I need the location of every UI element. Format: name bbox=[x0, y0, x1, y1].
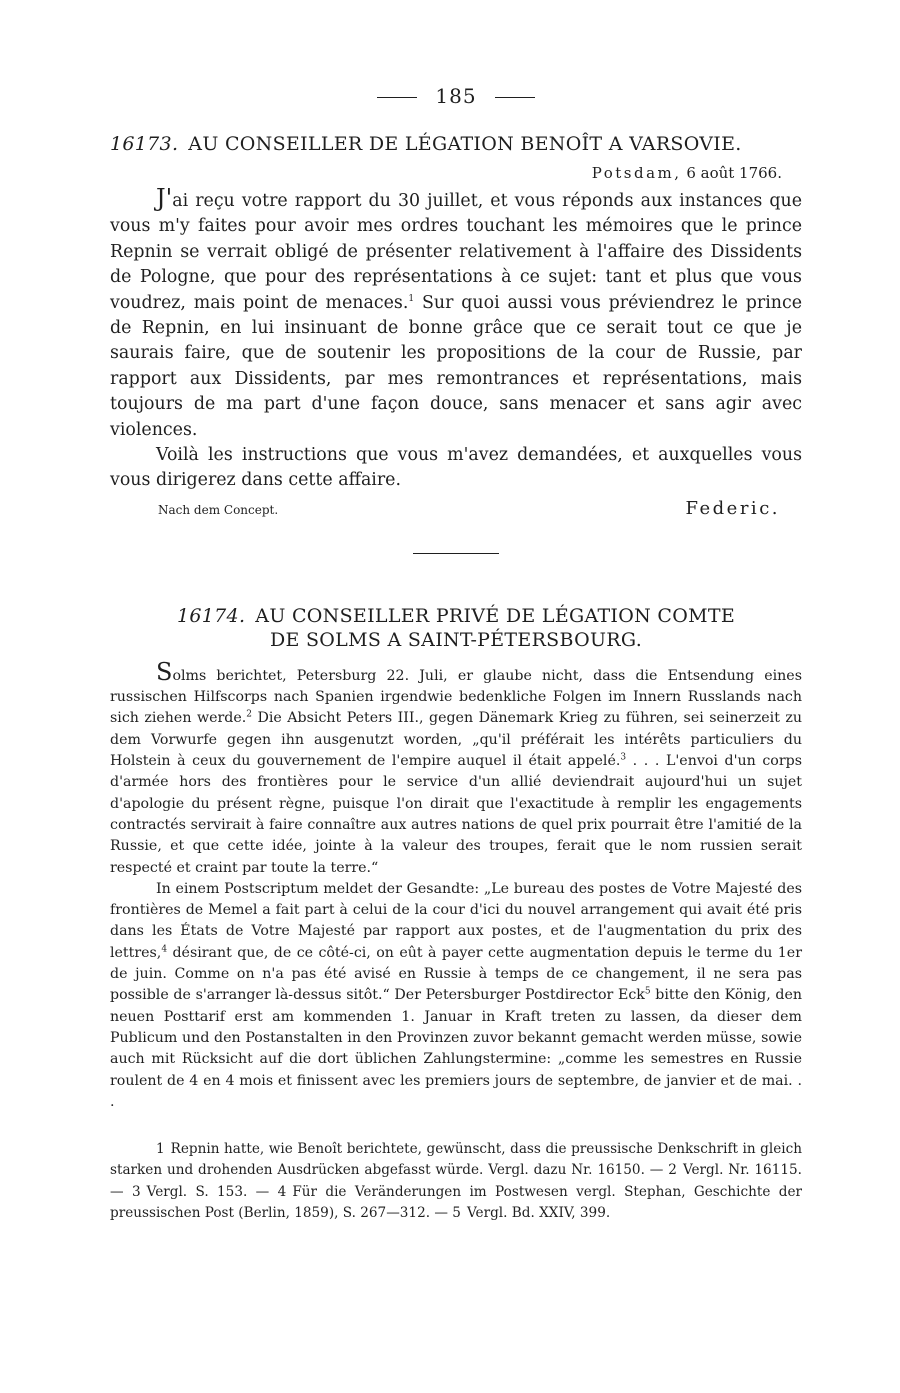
footnote-ref-5: 5 bbox=[644, 986, 651, 997]
letter-16174-summary-1 bbox=[110, 657, 803, 879]
letter-16173-heading bbox=[110, 132, 802, 156]
paragraph-text-a: ai reçu votre rapport du 30 juillet, et vous réponds aux instances que vous m'y faites pour avoir mes ordres touchant les mémoires que le prince Repnin se verrait obligé de présenter relativement à l'affaire des Dissidents de Pologne, que pour des représentations à ce sujet: tant et plus que vous voudrez, mais point de menaces. bbox=[110, 191, 802, 313]
initial-letter: S bbox=[156, 657, 173, 686]
letter-date: 6 août 1766. bbox=[686, 164, 782, 182]
signature: Federic. bbox=[685, 497, 780, 519]
summary-text-a: olms berichtet, Petersburg 22. Juli, er glaube nicht, dass die Entsendung eines russischen Hilfscorps nach Spanien irgendwie bedenkliche Folgen im Innern Russlands nach sich ziehen werde. bbox=[110, 667, 802, 727]
footnote-ref-4: 4 bbox=[161, 944, 168, 954]
letter-title-line-2: DE SOLMS A SAINT-PÉTERSBOURG. bbox=[269, 628, 643, 651]
footnotes bbox=[110, 1139, 802, 1224]
source-note: Nach dem Concept. bbox=[158, 502, 279, 517]
footnote-ref-1: 1 bbox=[408, 293, 415, 304]
section-divider bbox=[413, 553, 499, 554]
dash-right bbox=[495, 97, 535, 98]
footnote-marker-4: 4 bbox=[277, 1183, 287, 1200]
summary-text-c: bitte den König, den neuen Posttarif erst am kommenden 1. Januar in Kraft treten zu lassen, da dieser dem Publicum und den Postanstalten in den Provinzen zuvor bekannt gemacht werden müsse, sowie auch mit Rücksicht auf die dort üblichen Zahlungstermine: „comme les semestres en Russie roulent de 4 en 4 mois et finissent avec les premiers jours de septembre, de janvier et de mai. . . bbox=[110, 987, 802, 1110]
footnote-marker-1: 1 bbox=[156, 1141, 165, 1158]
footnote-3: Vergl. S. 153. — bbox=[146, 1183, 270, 1200]
summary-text-c: . . . L'envoi d'un corps d'armée hors des frontières pour le service d'un allié deviendrait aujourd'hui un sujet d'apologie du présent règne, puisque l'on dirait que l'exactitude à remplir les engagements contractés servirait à faire connaître aux autres nations de quel prix pourrait être l'amitié de la Russie, et que cette idée, jointe à la valeur des troupes, ferait que le nom russien serait respecté et craint par toute la terre.“ bbox=[110, 753, 802, 876]
footnote-1: Repnin hatte, wie Benoît berichtete, gewünscht, dass die preussische Denkschrift in gleich starken und drohenden Ausdrücken abgefasst würde. Vergl. dazu Nr. 16150. — bbox=[110, 1141, 802, 1179]
paragraph-text-b: Sur quoi aussi vous préviendrez le prince de Repnin, en lui insinuant de bonne grâce que ce serait tout ce que je saurais faire, que de soutenir les propositions de la cour de Russie, par rapport aux Dissidents, par mes remontrances et représentations, mais toujours de ma part d'une façon douce, sans menacer et sans agir avec violences. bbox=[110, 292, 803, 440]
letter-16173-paragraph-2: Voilà les instructions que vous m'avez demandées, et auxquelles vous vous dirigerez dans cette affaire. bbox=[110, 445, 802, 491]
letter-number: 16173. bbox=[110, 133, 179, 155]
dash-left bbox=[377, 97, 417, 98]
summary-text-b: désirant que, de ce côté-ci, on eût à payer cette augmentation depuis le terme du 1er de juin. Comme on n'a pas été avisé en Russie à temps de ce changement, il ne sera pas possible de s'arranger là-dessus sitôt.“ Der Petersburger Postdirector Eck bbox=[110, 944, 802, 1004]
footnote-ref-2: 2 bbox=[246, 709, 253, 720]
summary-text-b: Die Absicht Peters III., gegen Dänemark Krieg zu führen, sei seinerzeit zu dem Vorwurfe gegen ihn ausgenutzt worden, „qu'il préférait les intérêts particuliers du Holstein à ceux du gouvernement de l'empire auquel il était appelé. bbox=[110, 710, 803, 770]
summary-text-a: In einem Postscriptum meldet der Gesandte: „Le bureau des postes de Votre Majesté des frontières de Memel a fait part à celui de la cour d'ici du nouvel arrangement qui avait été pris dans les États de Votre Majesté par rapport aux postes, et de l'augmentation du prix des lettres, bbox=[110, 880, 802, 961]
footnote-5: Vergl. Bd. XXIV, 399. bbox=[466, 1205, 611, 1221]
letter-16174-summary-2 bbox=[110, 879, 802, 1113]
initial-letter: J' bbox=[156, 184, 173, 212]
letter-title: AU CONSEILLER DE LÉGATION BENOÎT A VARSOVIE. bbox=[188, 133, 742, 155]
letter-16174-heading bbox=[110, 604, 802, 652]
letter-16173-paragraph-1 bbox=[110, 186, 802, 443]
letter-dateline bbox=[110, 164, 782, 182]
footnote-marker-3: 3 bbox=[131, 1183, 141, 1200]
footnote-4: Für die Veränderungen im Postwesen vergl. Stephan, Geschichte der preussischen Post (Berlin, 1859), S. 267—312. — bbox=[110, 1183, 802, 1221]
letter-number: 16174. bbox=[177, 604, 246, 627]
footnote-ref-3: 3 bbox=[620, 752, 627, 763]
letter-place: Potsdam, bbox=[591, 164, 682, 182]
signature-line bbox=[158, 498, 780, 519]
page-number bbox=[110, 84, 802, 108]
footnote-marker-5: 5 bbox=[452, 1205, 461, 1221]
footnote-marker-2: 2 bbox=[668, 1162, 677, 1179]
footnote-2: Vergl. Nr. 16115. — bbox=[110, 1162, 802, 1200]
letter-title-line-1: AU CONSEILLER PRIVÉ DE LÉGATION COMTE bbox=[255, 604, 735, 627]
page-number-text: 185 bbox=[435, 84, 477, 108]
